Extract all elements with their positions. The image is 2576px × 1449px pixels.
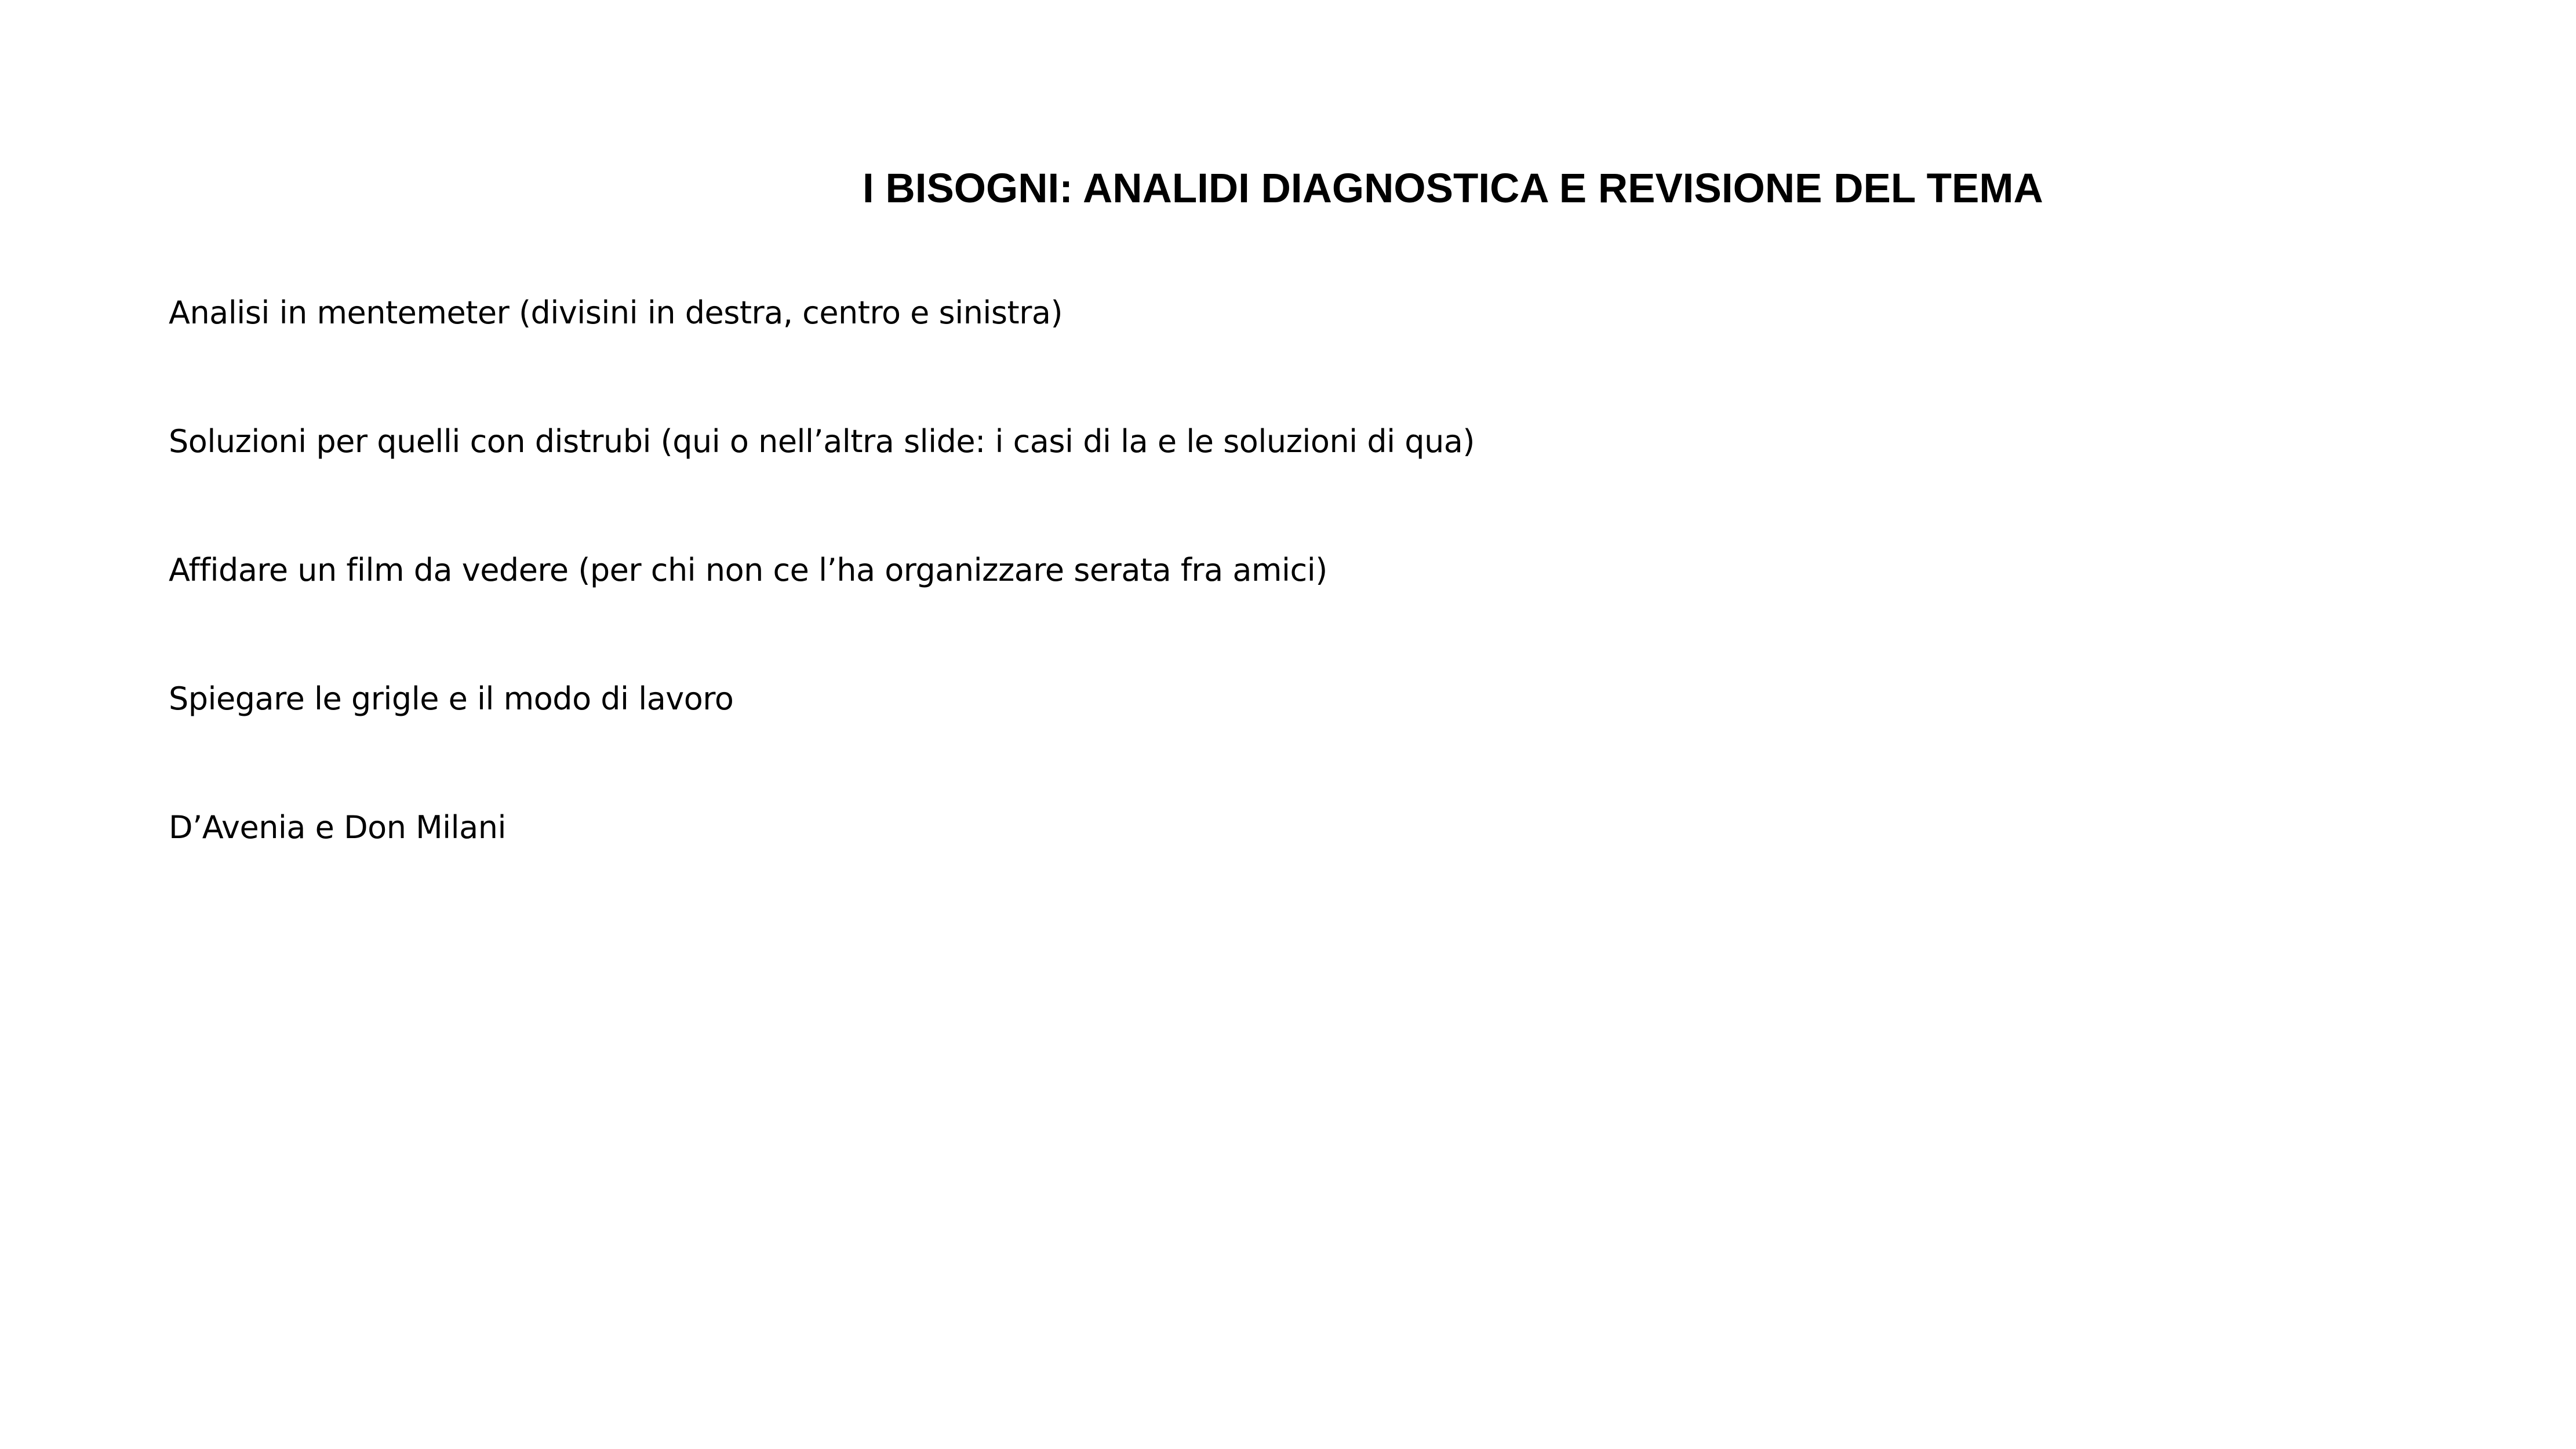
list-item: Analisi in mentemeter (divisini in destra, centro e sinistra) (169, 294, 1063, 331)
list-item: Soluzioni per quelli con distrubi (qui o nell’altra slide: i casi di la e le soluzioni di qua) (169, 423, 1475, 460)
list-item: Affidare un film da vedere (per chi non ce l’ha organizzare serata fra amici) (169, 552, 1327, 588)
list-item: D’Avenia e Don Milani (169, 809, 506, 846)
slide-title: I BISOGNI: ANALIDI DIAGNOSTICA E REVISIONE DEL TEMA (863, 166, 2043, 212)
content-list (169, 290, 1475, 933)
list-item: Spiegare le grigle e il modo di lavoro (169, 680, 734, 717)
